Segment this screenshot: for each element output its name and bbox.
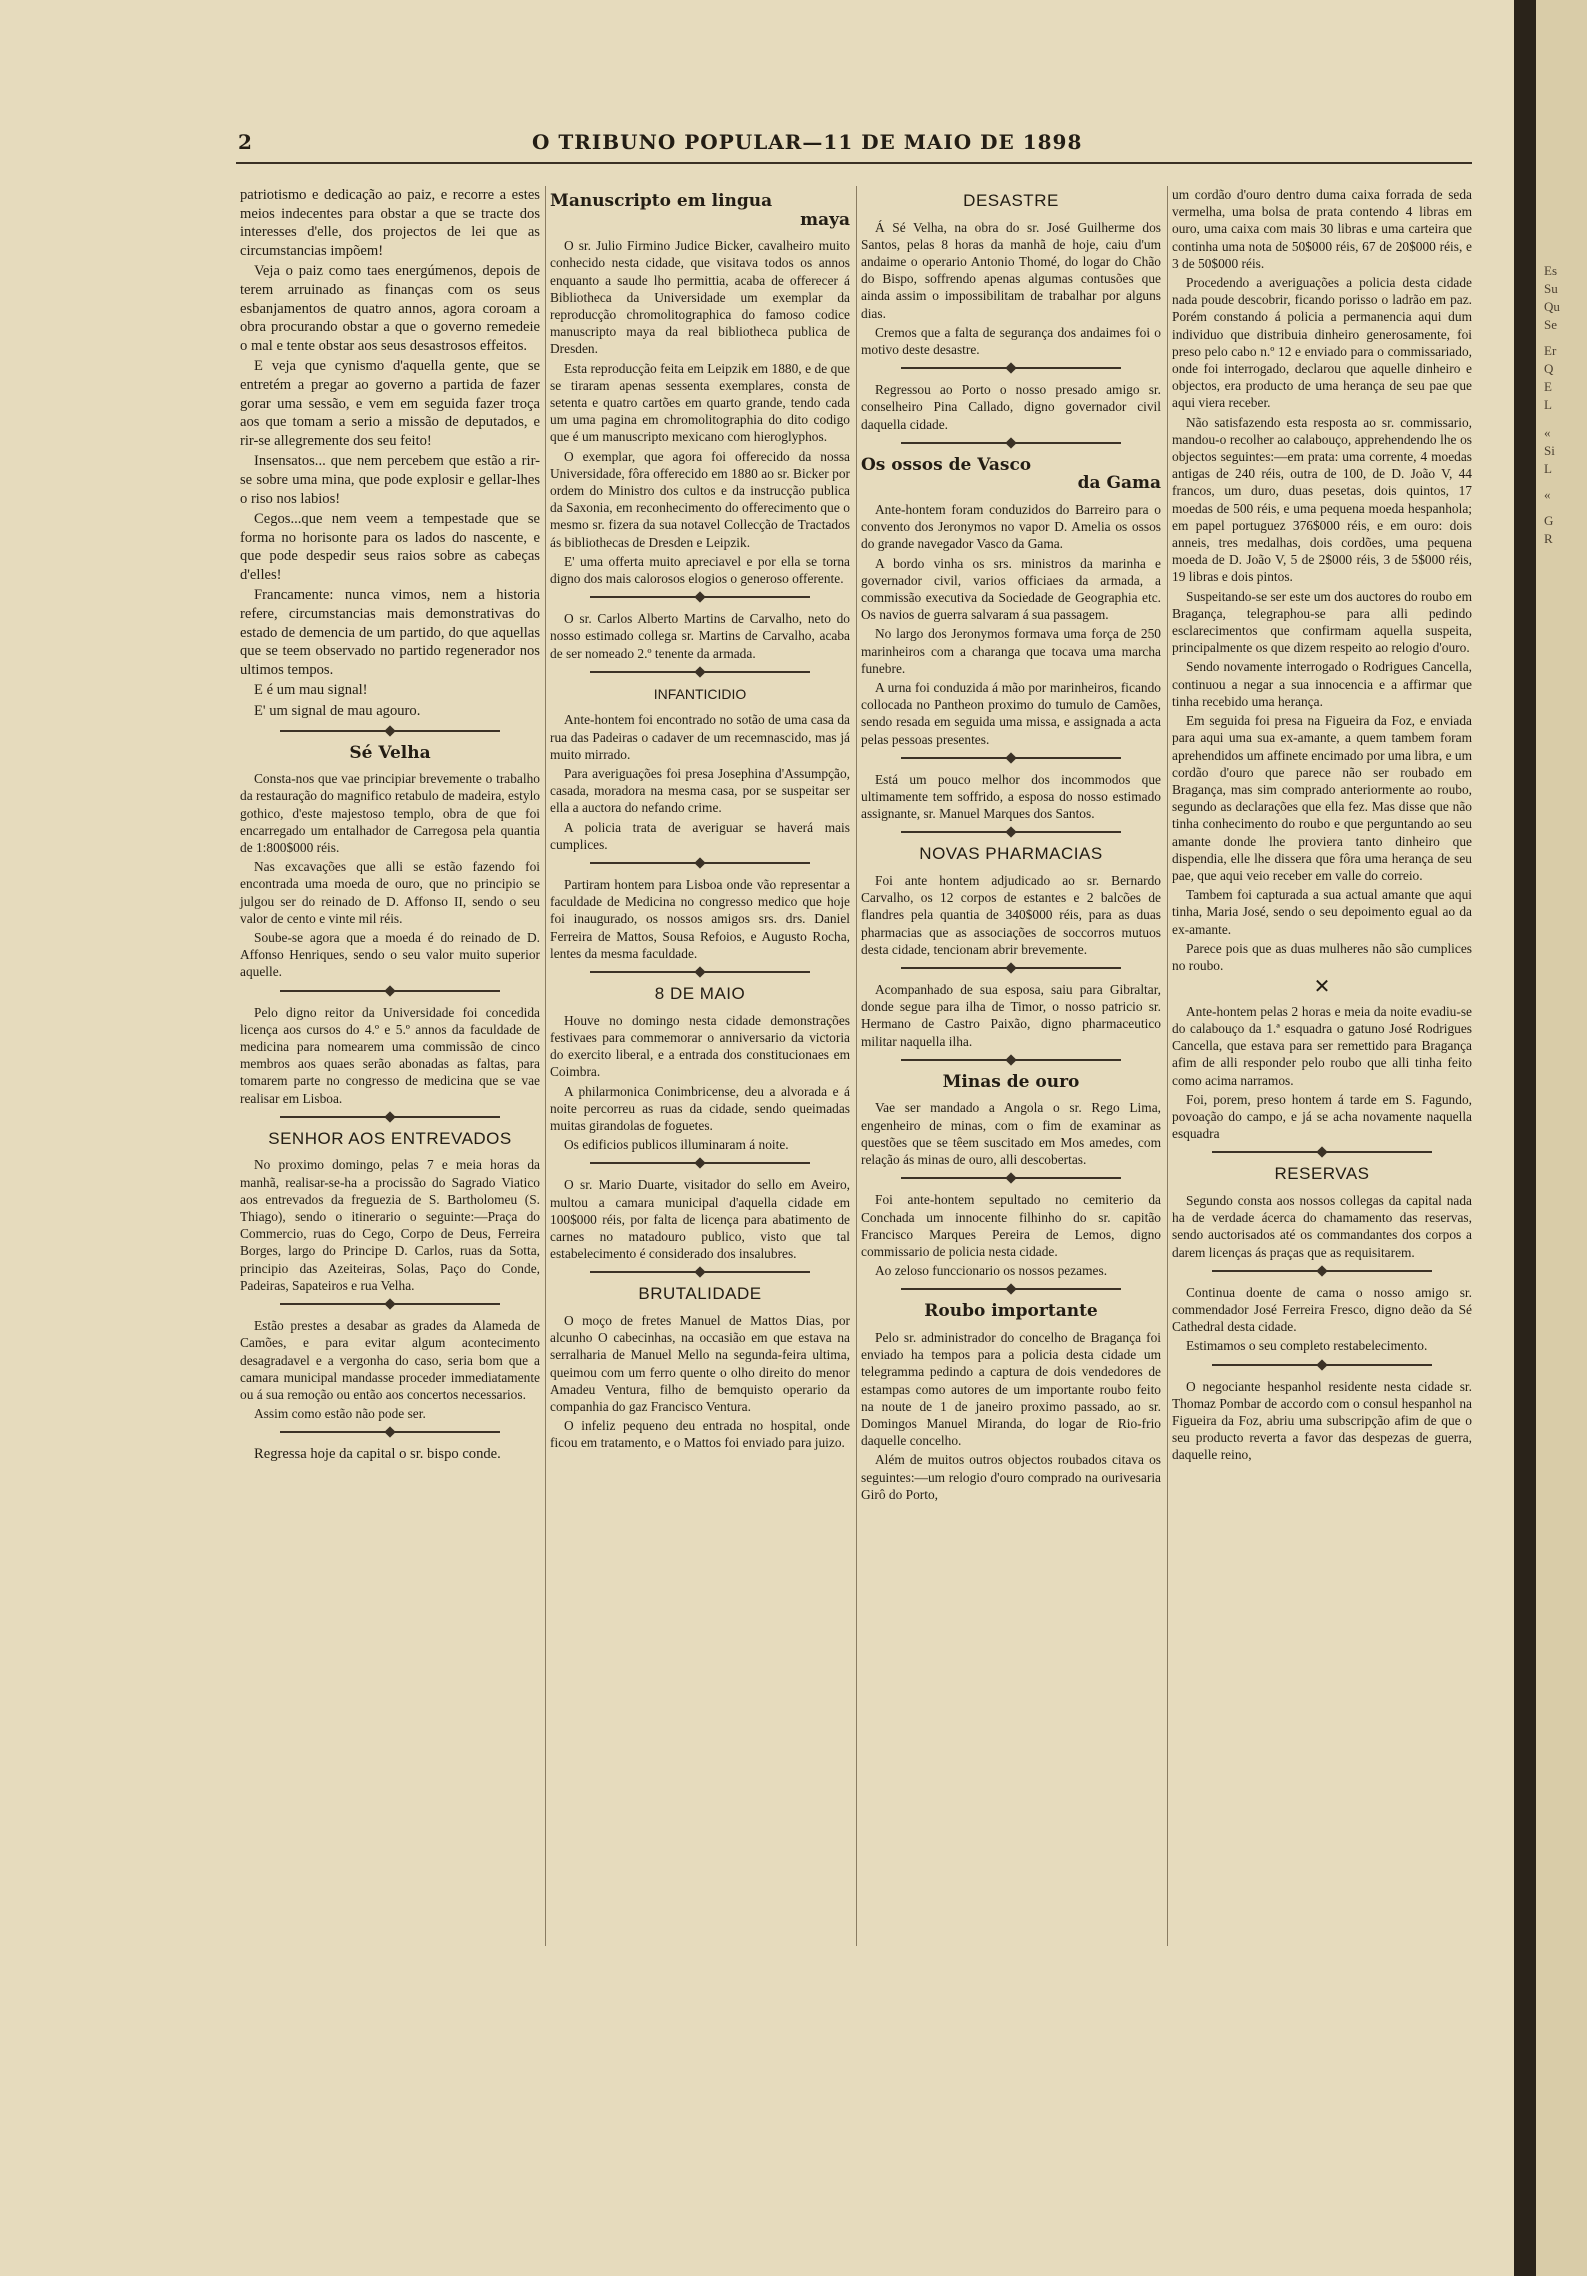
section-separator (280, 1303, 500, 1305)
article-paragraph: Consta-nos que vae principiar brevemente o trabalho da restauração do magnifico retabulo de madeira, estylo gothico, d'este majestoso templo, obra de que foi encarregado um entalhador de Carregosa pela quantia de 1:800$000 réis. (240, 771, 540, 856)
section-separator (1212, 1151, 1432, 1153)
column-3 (861, 186, 1161, 1505)
edge-text-fragment: G (1544, 513, 1554, 528)
edge-text-fragment: R (1544, 531, 1553, 546)
article-heading-line: Os ossos de Vasco (861, 454, 1032, 475)
article-paragraph: Para averiguações foi presa Josephina d'Assumpção, casada, moradora na mesma casa, por se suspeitar ser ella a auctora do nefando crime. (550, 766, 850, 816)
article-paragraph: A policia trata de averiguar se haverá mais cumplices. (550, 819, 850, 852)
section-separator (901, 1177, 1121, 1179)
article-paragraph: E' um signal de mau agouro. (254, 703, 421, 720)
article-paragraph: Continua doente de cama o nosso amigo sr. commendador José Ferreira Fresco, digno deão da Sé Cathedral desta cidade. (1172, 1284, 1472, 1335)
section-separator (590, 1162, 810, 1164)
article-paragraph: Suspeitando-se ser este um dos auctores do roubo em Bragança, telegraphou-se para alli pedindo esclarecimentos que confirmam aquella suspeita, principalmente os que dizem respeito ao relogio d'ouro. (1172, 588, 1472, 656)
article-paragraph: Estão prestes a desabar as grades da Alameda de Camões, e para evitar algum acontecimento desagradavel e a vergonha do caso, seria bom que a camara municipal mandasse proceder immediatamente ou á sua remoção ou então aos concertos necessarios. (240, 1318, 540, 1402)
edge-text-fragment: « (1544, 487, 1551, 502)
article-paragraph: Assim como estão não pode ser. (254, 1406, 426, 1422)
article-heading: NOVAS PHARMACIAS (919, 844, 1103, 864)
section-separator (1212, 1270, 1432, 1272)
article-heading-line: Manuscripto em lingua (550, 191, 773, 211)
article-heading (550, 192, 850, 229)
article-heading: 8 DE MAIO (654, 984, 746, 1004)
column-divider (856, 186, 857, 1946)
article-paragraph: Francamente: nunca vimos, nem a historia refere, circumstancias mais demonstrativas do estado de demencia de um partido, do que aquellas que se teem observado no partido regenerador nos ultimos tempos. (240, 587, 540, 678)
article-paragraph: E é um mau signal! (254, 682, 368, 699)
article-paragraph: A philarmonica Conimbricense, deu a alvorada e á noite percorreu as ruas da cidade, sendo queimadas muitas girandolas de foguetes. (550, 1083, 850, 1133)
article-heading-line: maya (800, 209, 850, 230)
article-heading (861, 456, 1161, 493)
edge-text-fragment: Q (1544, 361, 1554, 376)
article-paragraph: Foi ante hontem adjudicado ao sr. Bernardo Carvalho, os 12 corpos de estantes e 2 balcões de flandres pela quantia de 340$000 réis, para as duas pharmacias que as associações de soccorros mutuos desta cidade, tencionam abrir brevemente. (861, 873, 1161, 957)
article-paragraph: Acompanhado de sua esposa, saiu para Gibraltar, donde segue para ilha de Timor, o nosso patricio sr. Hermano de Castro Paixão, digno pharmaceutico militar naquella ilha. (861, 982, 1161, 1049)
section-separator (901, 367, 1121, 369)
article-paragraph: Insensatos... que nem percebem que estão a rir-se sobre uma mina, que pode explosir e gellar-lhes o riso nos labios! (240, 453, 540, 507)
article-paragraph: A bordo vinha os srs. ministros da marinha e governador civil, varios officiaes da armada, a commissão executiva da Sociedade de Geographia etc. Os navios de guerra salvaram á sua passagem. (861, 555, 1161, 623)
section-separator (280, 1116, 500, 1118)
column-divider (545, 186, 546, 1946)
article-paragraph: Esta reproducção feita em Leipzik em 1880, e de que se tiraram apenas sessenta exemplares, consta de setenta e quatro cartões em quarto grande, tendo cada um uma pagina em chromolitographia do dito codigo que é um manuscripto mexicano com hieroglyphos. (550, 360, 850, 445)
page-number: 2 (238, 130, 252, 154)
masthead: O TRIBUNO POPULAR—11 DE MAIO DE 1898 (532, 130, 1083, 154)
article-heading: BRUTALIDADE (638, 1284, 762, 1304)
article-paragraph: Cegos...que nem veem a tempestade que se forma no horisonte para os lados do nascente, e que pode despedir seus raios sobre as cabeças d'elles! (240, 511, 540, 583)
article-paragraph: A urna foi conduzida á mão por marinheiros, ficando collocada no Pantheon proximo do tumulo de Camões, sendo resada em seguida uma missa, e assignada a acta pelas pessoas presentes. (861, 680, 1161, 747)
section-separator (901, 1288, 1121, 1290)
article-paragraph: O infeliz pequeno deu entrada no hospital, onde ficou em tratamento, e o Mattos foi enviado para juizo. (550, 1418, 850, 1451)
article-paragraph: E' uma offerta muito apreciavel e por ella se torna digno dos mais calorosos elogios o generoso offerente. (550, 553, 850, 587)
section-separator (901, 442, 1121, 444)
page-header (232, 128, 1472, 156)
article-paragraph: O sr. Julio Firmino Judice Bicker, cavalheiro muito conhecido nesta cidade, que visitava todos os annos enquanto a saude lho permittia, acaba de offerecer á Bibliotheca da Universidade um exemplar da reproducção chromolitographica do famoso codice manuscripto maya da real bibliotheca publica de Dresden. (550, 238, 850, 357)
article-paragraph: Soube-se agora que a moeda é do reinado de D. Affonso Henriques, sendo o seu valor muito superior aquelle. (240, 930, 540, 980)
article-paragraph: Os edificios publicos illuminaram á noite. (564, 1137, 789, 1153)
article-paragraph: Nas excavações que alli se estão fazendo foi encontrada uma moeda de ouro, que no principio se julgou ser do reinado de D. Affonso II, sendo o seu valor de cento e vinte mil réis. (240, 859, 540, 926)
section-separator (901, 1059, 1121, 1061)
article-paragraph: Vae ser mandado a Angola o sr. Rego Lima, engenheiro de minas, com o fim de examinar as questões que se têem suscitado em Mos amedes, com relação ás minas de ouro, alli descobertas. (861, 1100, 1161, 1168)
article-heading: Sé Velha (349, 742, 431, 763)
section-separator (901, 967, 1121, 969)
article-paragraph: O sr. Mario Duarte, visitador do sello em Aveiro, multou a camara municipal d'aquella cidade em 100$000 réis, por falta de licença para abatimento de carnes no matadouro publico, visto que tal estabelecimento é considerado dos insalubres. (550, 1177, 850, 1262)
section-separator (590, 671, 810, 673)
page-fold-shadow (1514, 0, 1536, 2276)
edge-text-fragment: Qu (1544, 299, 1560, 314)
article-paragraph: um cordão d'ouro dentro duma caixa forrada de seda vermelha, uma bolsa de prata contendo 4 libras em ouro, uma caixa com mais 30 libras e uma carteira que continha uma nota de 50$000 réis, 67 de 20$000 réis, e 3 de 50$000 réis. (1172, 187, 1472, 271)
article-paragraph: Segundo consta aos nossos collegas da capital nada ha de verdade ácerca do chamamento das reservas, sendo auctorisados até os commandantes dos corpos a darem licenças ás praças que as requisitarem. (1172, 1192, 1472, 1260)
article-paragraph: Em seguida foi presa na Figueira da Foz, e enviada para aqui uma sua ex-amante, a quem tambem foram aprehendidos um affinete encimado por uma libra, e um cordão d'ouro que parece não ser roubado em Bragança, mas sim comprado anteriormente ao roubo, segundo as declarações que ella fez. Mas disse que não tinha conhecimento do roubo e que perguntando ao seu amante donde lhe proviera tanto dinheiro que dispendia, elle lhe dissera que fôra uma herança de seu pae, que aqui veio receber em valle do correio. (1172, 713, 1472, 883)
article-heading: Roubo importante (924, 1301, 1098, 1322)
article-paragraph: Pelo digno reitor da Universidade foi concedida licença aos cursos do 4.º e 5.º annos da faculdade de medicina para nomearem uma commissão de cinco membros aos quaes serão abonadas as faltas, para tomarem parte no congresso de medicina que se vae realisar em Lisboa. (240, 1004, 540, 1106)
article-paragraph: Regressou ao Porto o nosso presado amigo sr. conselheiro Pina Callado, digno governador civil daquella cidade. (861, 382, 1161, 432)
edge-text-fragment: L (1544, 397, 1552, 412)
article-paragraph: No proximo domingo, pelas 7 e meia horas da manhã, realisar-se-ha a procissão do Sagrado Viatico aos entrevados da freguezia de S. Bartholomeu (S. Thiago), sendo o itinerario o seguinte:—Praça do Commercio, ruas do Cego, Corpo de Deus, Ferreira Borges, largo do Principe D. Carlos, ruas da Sotta, principio das Azeiteiras, Solas, Paço do Conde, Padeiras, Sapateiros e rua Velha. (240, 1157, 540, 1293)
section-separator (590, 971, 810, 973)
edge-text-fragment: Er (1544, 343, 1557, 358)
article-paragraph: Ante-hontem foram conduzidos do Barreiro para o convento dos Jeronymos no vapor D. Amelia os ossos do grande navegador Vasco da Gama. (861, 502, 1161, 552)
column-1 (240, 186, 540, 1466)
article-paragraph: Á Sé Velha, na obra do sr. José Guilherme dos Santos, pelas 8 horas da manhã de hoje, caiu d'um andaime o operario Antonio Thomé, do logar do Chão do Bispo, soffrendo apenas algumas contusões que ainda assim o impossibilitam de trabalhar por alguns dias. (861, 219, 1161, 321)
section-separator (590, 862, 810, 864)
column-divider (1167, 186, 1168, 1946)
article-paragraph: Ao zeloso funccionario os nossos pezames. (875, 1263, 1108, 1279)
article-heading-line: da Gama (1077, 473, 1161, 494)
section-separator (280, 990, 500, 992)
column-4 (1172, 186, 1472, 1466)
edge-text-fragment: Se (1544, 317, 1557, 332)
article-paragraph: Sendo novamente interrogado o Rodrigues Cancella, continuou a negar a sua innocencia e a affirmar que tinha recebido uma herança. (1172, 659, 1472, 709)
section-separator (280, 1431, 500, 1433)
article-paragraph: Regressa hoje da capital o sr. bispo conde. (254, 1446, 501, 1463)
article-heading: INFANTICIDIO (653, 685, 747, 702)
article-paragraph: Partiram hontem para Lisboa onde vão representar a faculdade de Medicina no congresso medico que hoje foi inaugurado, os nossos amigos srs. drs. Daniel Ferreira de Mattos, Sousa Refoios, e Augusto Rocha, lentes da mesma faculdade. (550, 877, 850, 961)
edge-text-fragment: Si (1544, 443, 1555, 458)
edge-text-fragment: L (1544, 461, 1552, 476)
section-separator (1212, 1364, 1432, 1366)
article-paragraph: Parece pois que as duas mulheres não são cumplices no roubo. (1172, 940, 1472, 973)
article-paragraph: Não satisfazendo esta resposta ao sr. commissario, mandou-o recolher ao calabouço, apprehendendo lhe os objectos seguintes:—em prata: uma corrente, 4 moedas antigas de 240 réis, outra de 100, de D. João V, 44 francos, um duro, duas pesetas, dois quintos, 17 moedas de 500 réis, e uma pequena moeda hespanhola; em papel portuguez 376$000 réis, e em ouro: dois anneis, tres medalhas, dois cordões, uma pequena moeda de D. João V, 5 de 2$000 réis, 3 de 5$000 réis, 19 libras e dois pintos. (1172, 414, 1472, 585)
article-paragraph: E veja que cynismo d'aquella gente, que se entretém a pregar ao governo a partida de fazer gorar uma sessão, e vem em seguida fazer troça aos que tomam a serio a missão de deputados, e rir-se allegremente dos seu feito! (240, 358, 540, 449)
section-separator (590, 596, 810, 598)
article-paragraph: Tambem foi capturada a sua actual amante que aqui tinha, Maria José, sendo o seu depoimento egual ao da ex-amante. (1172, 887, 1472, 937)
article-heading: DESASTRE (963, 191, 1059, 210)
article-heading: Minas de ouro (942, 1071, 1080, 1092)
edge-text-fragment: E (1544, 379, 1552, 394)
article-paragraph: Ante-hontem foi encontrado no sotão de uma casa da rua das Padeiras o cadaver de um recemnascido, mas já muito mirrado. (550, 712, 850, 762)
article-paragraph: Estimamos o seu completo restabelecimento. (1186, 1338, 1428, 1354)
article-heading: RESERVAS (1274, 1164, 1370, 1184)
article-paragraph: Pelo sr. administrador do concelho de Bragança foi enviado ha tempos para a policia desta cidade um telegramma pedindo a captura de dois vendedores de estampas como autores de um importante roubo feito na noute de 1 de janeiro proximo passado, ao sr. Domingos Manuel Miranda, do logar de Rio-frio daquelle concelho. (861, 1329, 1161, 1449)
edge-text-fragment: « (1544, 425, 1551, 440)
edge-text-fragment: Es (1544, 263, 1557, 278)
section-separator (901, 757, 1121, 759)
header-rule (236, 162, 1472, 164)
article-paragraph: O exemplar, que agora foi offerecido da nossa Universidade, fôra offerecido em 1880 ao sr. Bicker por ordem do Ministro dos cultos e da instrucção publica da Saxonia, em reconhecimento do offerecimento que o mesmo sr. fizera da sua notavel Collecção de Tractados ás bibliothecas de Dresden e Leipzik. (550, 448, 850, 550)
cross-separator: ✕ (1313, 976, 1331, 999)
article-paragraph: No largo dos Jeronymos formava uma força de 250 marinheiros com a charanga que tocava uma marcha funebre. (861, 626, 1161, 676)
article-paragraph: Veja o paiz como taes energúmenos, depois de terem arruinado as finanças com os seus esbanjamentos de quatro annos, agora coroam a obra procurando obstar a que o governo remedeie o mal e tente obstar aos seus desastrosos effeitos. (240, 263, 540, 354)
article-heading: SENHOR AOS ENTREVADOS (268, 1128, 512, 1148)
article-paragraph: Cremos que a falta de segurança dos andaimes foi o motivo deste desastre. (861, 324, 1161, 358)
article-paragraph: Foi, porem, preso hontem á tarde em S. Fagundo, povoação do campo, e já se acha novamente naquella esquadra (1172, 1091, 1472, 1142)
article-paragraph: O sr. Carlos Alberto Martins de Carvalho, neto do nosso estimado collega sr. Martins de Carvalho, acaba de ser nomeado 2.º tenente da armada. (550, 611, 850, 661)
section-separator (280, 730, 500, 732)
edge-text-fragment: Su (1544, 281, 1558, 296)
article-paragraph: Ante-hontem pelas 2 horas e meia da noite evadiu-se do calabouço da 1.ª esquadra o gatuno José Rodrigues Cancella, que estava para ser remettido para Bragança afim de alli responder pelo roubo que alli tinha feito como acima narramos. (1172, 1003, 1472, 1088)
section-separator (590, 1271, 810, 1273)
section-separator (901, 831, 1121, 833)
article-paragraph: Procedendo a averiguações a policia desta cidade nada poude descobrir, ficando porisso o ladrão em paz. Porém constando á policia a permanencia aqui dum individuo que distribuia dinheiro generosamente, foi preso pelo cabo n.º 12 e enviado para o commissariado, onde foi interrogado, declarou que aquelle dinheiro e objectos, era producto de uma herança de seu pae que aqui viera receber. (1172, 275, 1472, 411)
article-paragraph: Está um pouco melhor dos incommodos que ultimamente tem soffrido, a esposa do nosso estimado assignante, sr. Manuel Marques dos Santos. (861, 771, 1161, 822)
article-paragraph: Foi ante-hontem sepultado no cemiterio da Conchada um innocente filhinho do sr. capitão Francisco Marques Pereira de Lemos, digno commissario de policia nesta cidade. (861, 1192, 1161, 1259)
column-2 (550, 186, 850, 1454)
article-paragraph: O negociante hespanhol residente nesta cidade sr. Thomaz Pombar de accordo com o consul hespanhol na Figueira da Foz, abriu uma subscripção afim de que o seu producto reverta a favor das despezas de guerra, daquelle reino, (1172, 1378, 1472, 1463)
article-paragraph: O moço de fretes Manuel de Mattos Dias, por alcunho O cabecinhas, na occasião em que estava na serralharia de Manuel Mello na segunda-feira ultima, queimou com um ferro quente o olho direito do menor Amadeu Ventura, filho de bemquisto operario da companhia do gaz Francisco Ventura. (550, 1312, 850, 1414)
article-paragraph: patriotismo e dedicação ao paiz, e recorre a estes meios indecentes para obstar a que se tracte dos interesses d'elle, dos projectos de lei que as circumstancias impõem! (240, 187, 540, 259)
article-paragraph: Além de muitos outros objectos roubados citava os seguintes:—um relogio d'ouro comprado na ourivesaria Girô do Porto, (861, 1452, 1161, 1502)
adjacent-page-edge (1514, 0, 1587, 2276)
article-paragraph: Houve no domingo nesta cidade demonstrações festivaes para commemorar o anniversario da victoria do exercito liberal, e a entrada dos constitucionaes em Coimbra. (550, 1012, 850, 1080)
